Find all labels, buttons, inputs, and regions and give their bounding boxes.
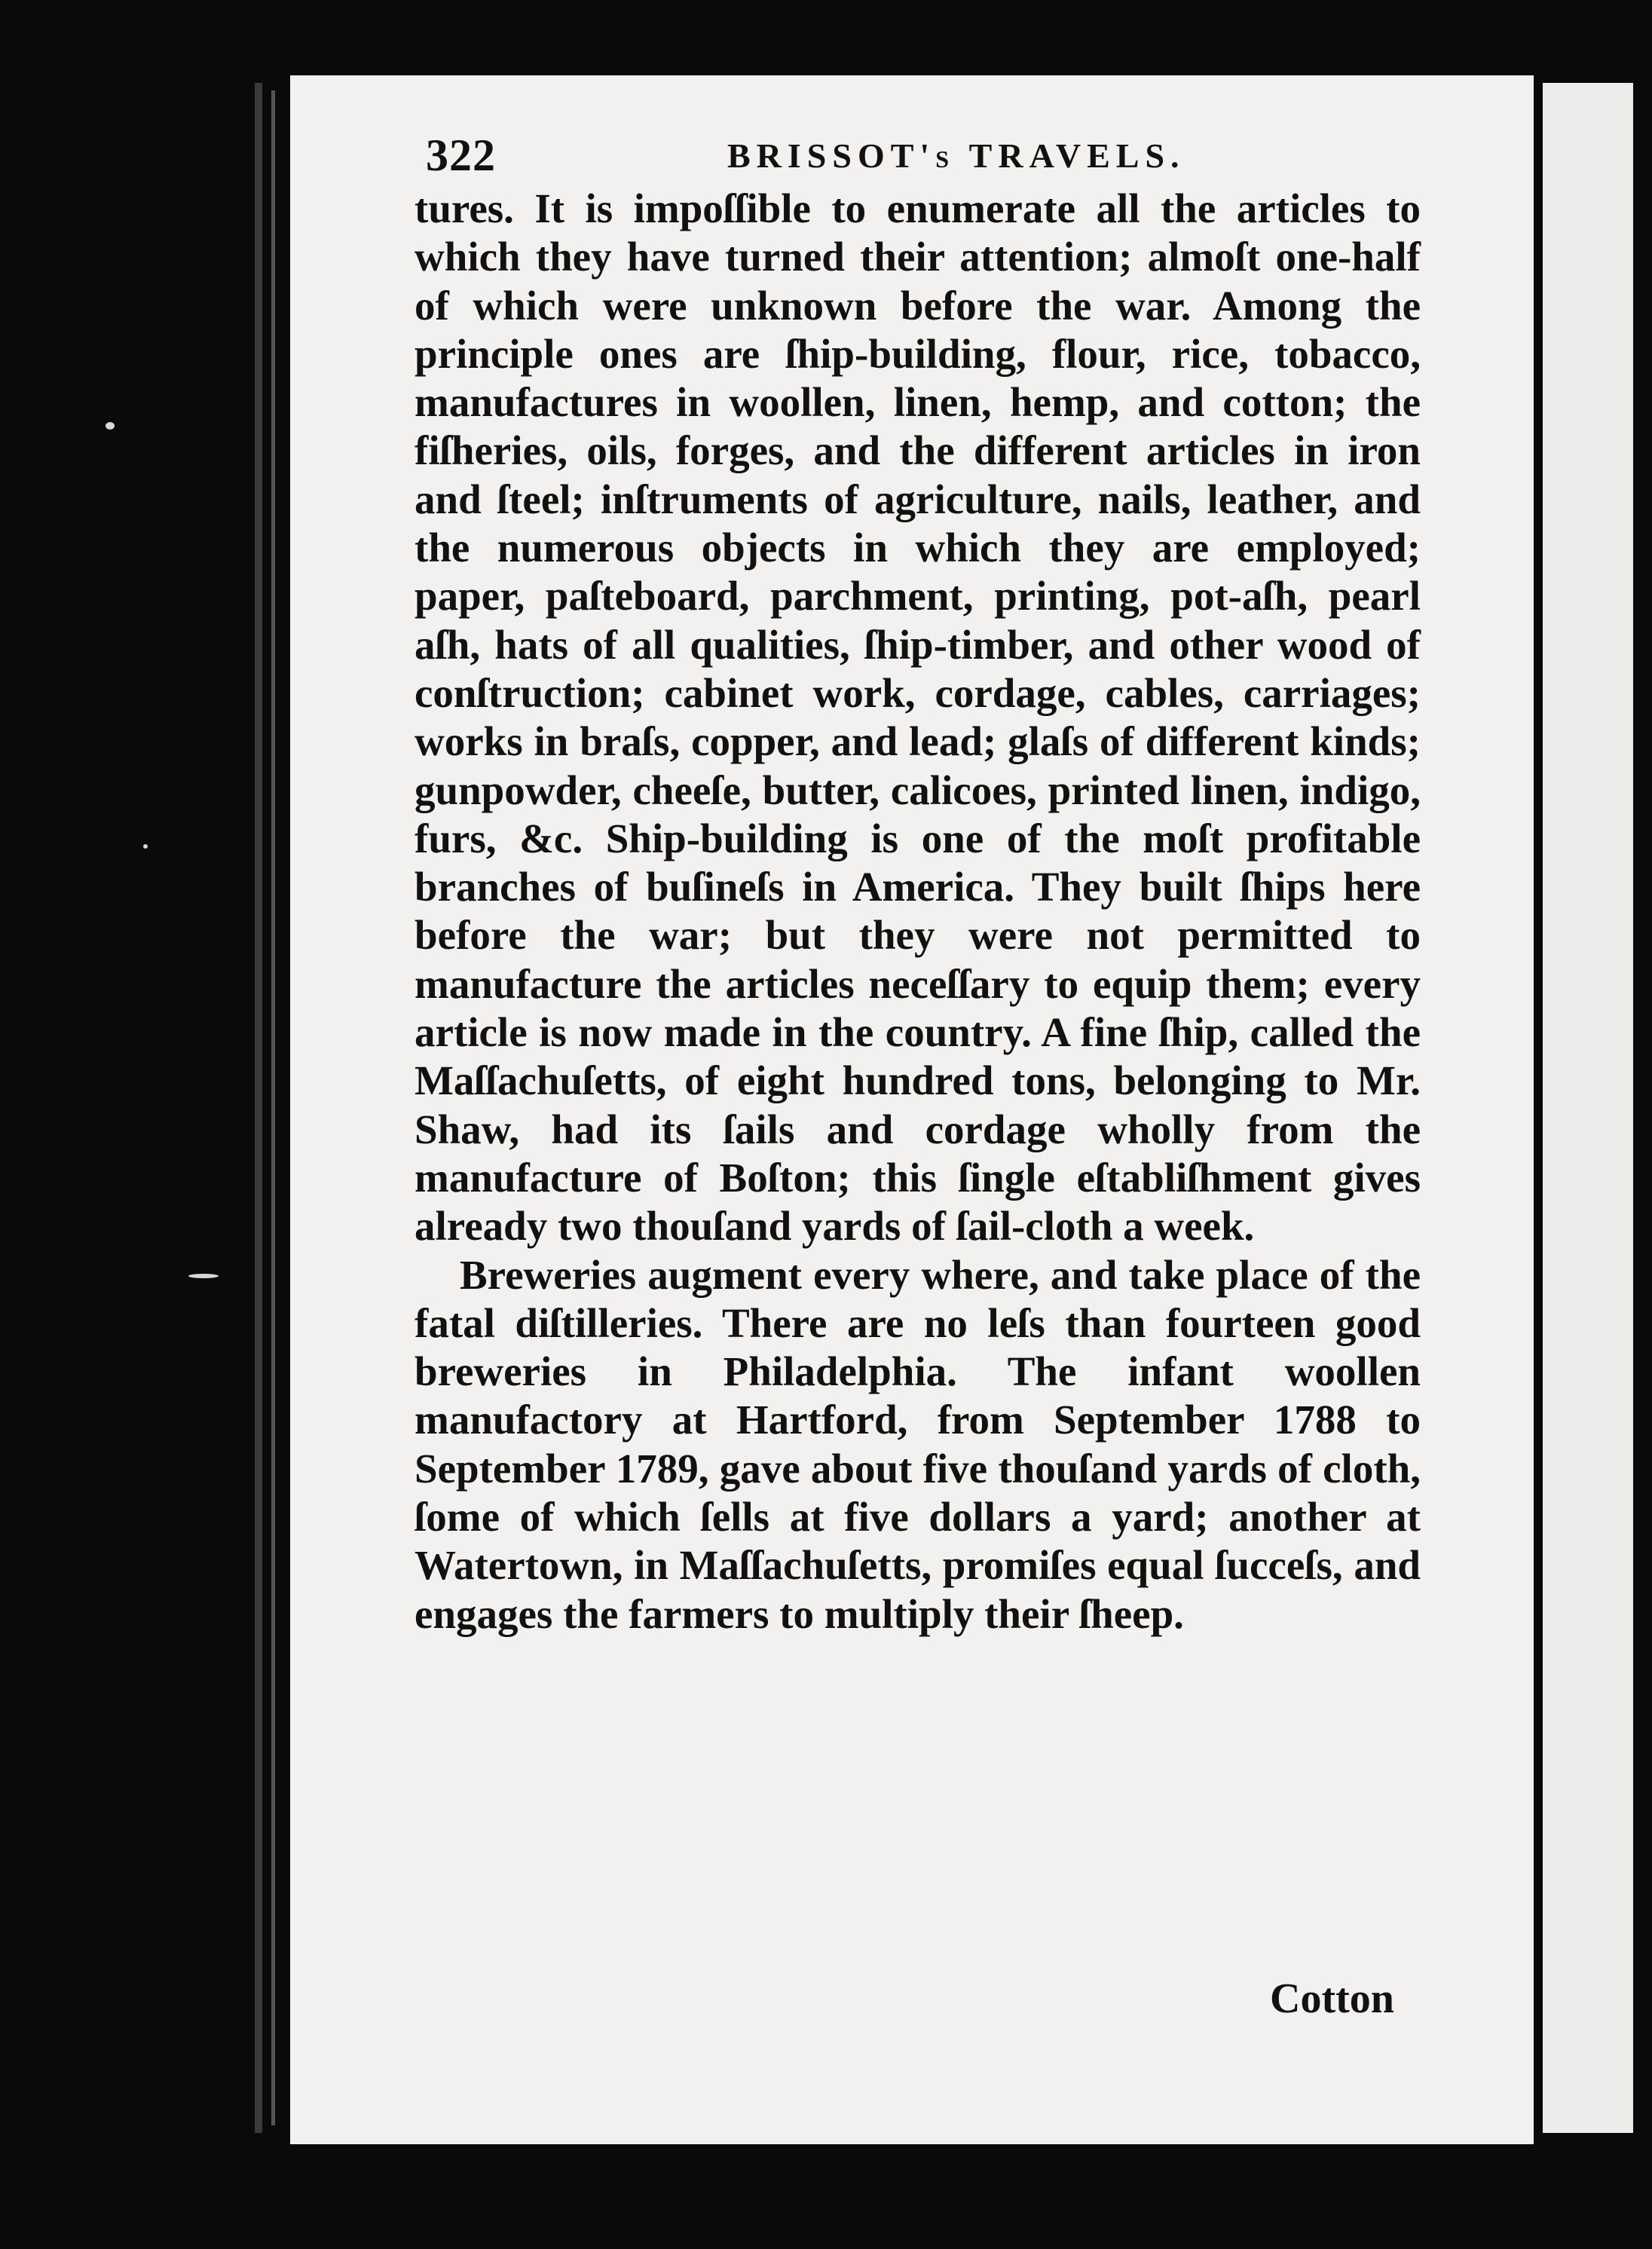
book-gutter-inner — [271, 90, 275, 2125]
paragraph: tures. It is impoſſible to enumerate all the articles to which they have turned their attention; almoſt one-half of which were unknown before the war. Among the principle ones are ſhip-building, flour, rice, tobacco, manufactures in woollen, linen, hemp, and cotton; the fiſheries, oils, forges, and the different articles in iron and ſteel; inſtruments of agriculture, nails, leather, and the numerous objects in which they are employed; paper, paſteboard, parchment, printing, pot-aſh, pearl aſh, hats of all qualities, ſhip-timber, and other wood of conſtruction; cabinet work, cordage, cables, carriages; works in braſs, copper, and lead; glaſs of different kinds; gunpowder, cheeſe, butter, calicoes, printed linen, indigo, furs, &c. Ship-building is one of the moſt profitable branches of buſineſs in America. They built ſhips here before the war; but they were not permitted to manufacture the articles neceſſary to equip them; every article is now made in the country. A fine ſhip, called the Maſſachuſetts, of eight hundred tons, belonging to Mr. Shaw, had its ſails and cordage wholly from the manufacture of Boſton; this ſingle eſtabliſhment gives already two thouſand yards of ſail-cloth a week. — [415, 185, 1421, 1250]
dust-speck — [106, 422, 115, 430]
running-title: BRISSOT's TRAVELS. — [727, 136, 1185, 175]
paragraph: Breweries augment every where, and take place of the fatal diſtilleries. There are no leſs than fourteen good breweries in Philadelphia. The infant woollen manufactory at Hartford, from September 1788 to September 1789, gave about five thouſand yards of cloth, ſome of which ſells at five dollars a yard; another at Watertown, in Maſſachuſetts, promiſes equal ſucceſs, and engages the farmers to multiply their ſheep. — [415, 1251, 1421, 1637]
body-text — [415, 185, 1421, 1639]
book-gutter — [255, 83, 262, 2133]
catchword: Cotton — [1270, 1975, 1394, 2022]
dust-speck — [143, 844, 148, 849]
facing-page-edge — [1543, 83, 1633, 2133]
book-page — [290, 75, 1534, 2144]
dust-speck — [188, 1274, 219, 1278]
page-number: 322 — [426, 130, 496, 180]
